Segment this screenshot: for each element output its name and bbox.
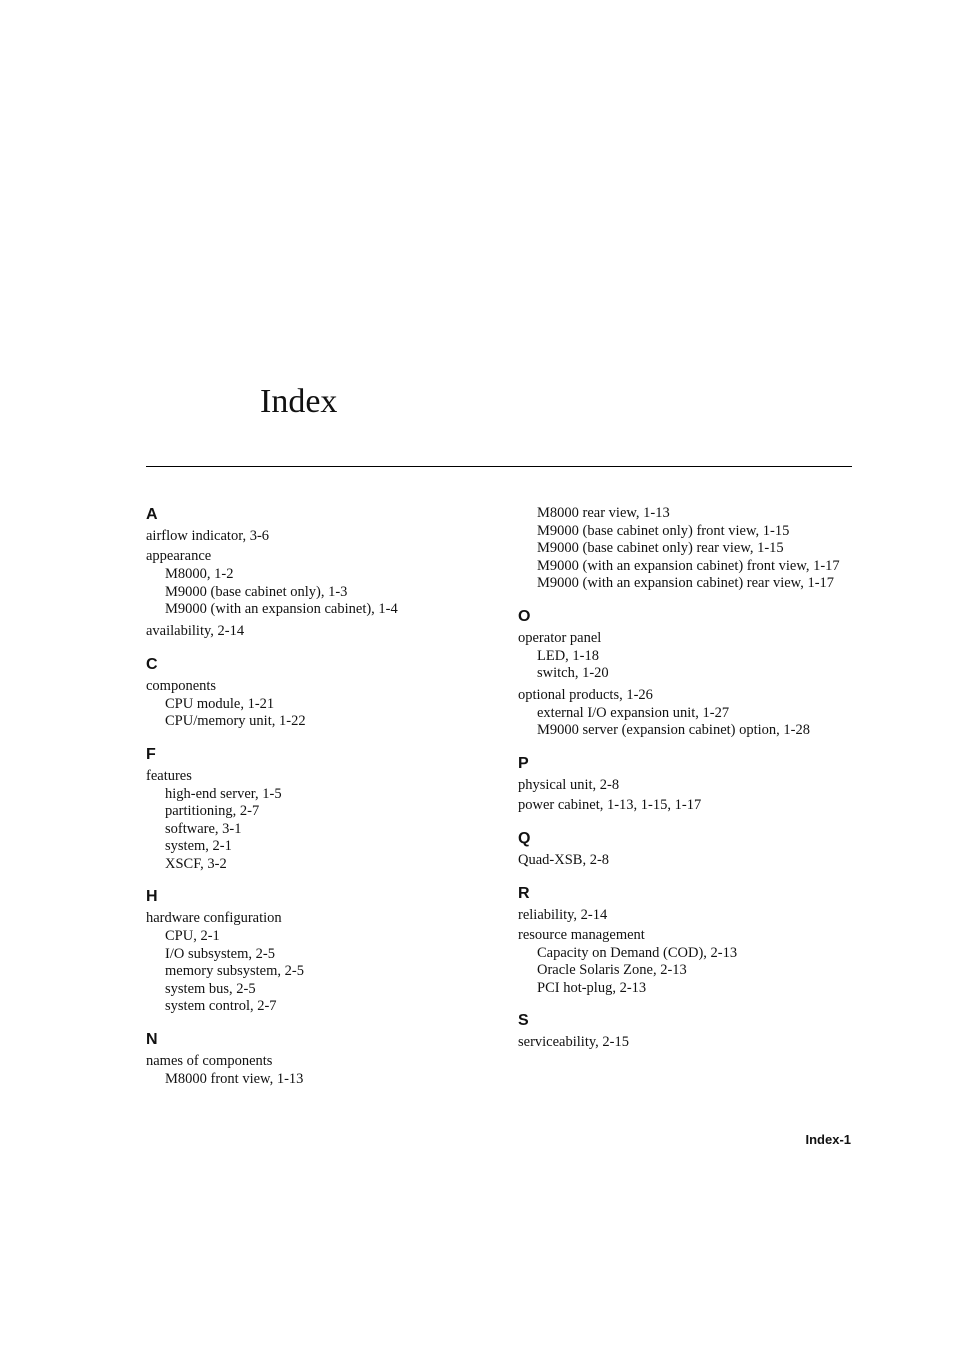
index-column-left <box>146 505 486 1102</box>
subentry-list <box>146 566 486 619</box>
entry-term: hardware configuration <box>146 910 282 926</box>
section-letter: R <box>518 884 530 902</box>
index-entry <box>518 905 858 925</box>
index-entry <box>518 795 858 815</box>
index-entry <box>146 621 486 641</box>
index-section-s <box>518 1011 858 1052</box>
entry-term: features <box>146 767 192 784</box>
index-entry <box>146 546 486 619</box>
index-entry <box>518 628 858 683</box>
index-section-a <box>146 505 486 641</box>
right-sections <box>518 607 858 1053</box>
subentry: M8000 front view, 1-13 <box>165 1070 304 1087</box>
subentry: Oracle Solaris Zone, 2-13 <box>537 962 687 978</box>
entry-term: resource management <box>518 926 645 943</box>
index-section-h <box>146 887 486 1016</box>
subentry: M9000 (with an expansion cabinet) rear view, 1-17 <box>537 575 835 591</box>
index-entry <box>146 766 486 874</box>
subentry: software, 3-1 <box>165 820 242 837</box>
subentry: M9000 server (expansion cabinet) option, 1-28 <box>537 722 811 738</box>
subentry: system bus, 2-5 <box>165 980 256 997</box>
entry-term: serviceability, 2-15 <box>518 1034 629 1050</box>
entry-term: airflow indicator, 3-6 <box>146 528 270 544</box>
entry-term: appearance <box>146 548 212 564</box>
section-letter: H <box>146 888 158 905</box>
index-section-p <box>518 754 858 815</box>
subentry-list <box>146 696 486 731</box>
subentry: M9000 (base cabinet only), 1-3 <box>165 583 348 600</box>
subentry: high-end server, 1-5 <box>165 785 282 802</box>
entry-term: reliability, 2-14 <box>518 906 608 923</box>
subentry: M9000 (with an expansion cabinet) front view, 1-17 <box>537 557 840 574</box>
index-entry <box>518 685 858 740</box>
section-letter: N <box>146 1030 158 1048</box>
index-entry <box>146 1051 486 1089</box>
index-section-c <box>146 655 486 731</box>
page-number: Index-1 <box>805 1132 851 1147</box>
section-letter: S <box>518 1012 529 1029</box>
subentry: switch, 1-20 <box>537 665 609 681</box>
subentry-list <box>146 786 486 874</box>
index-entry <box>146 908 486 1016</box>
index-section-o <box>518 607 858 740</box>
subentry: M9000 (base cabinet only) front view, 1-15 <box>537 522 790 539</box>
subentry: CPU, 2-1 <box>165 928 220 944</box>
subentry-list <box>518 648 858 683</box>
entry-term: optional products, 1-26 <box>518 686 653 703</box>
index-column-right <box>518 505 858 1066</box>
continued-subentries <box>518 505 858 593</box>
subentry: CPU/memory unit, 1-22 <box>165 713 306 729</box>
subentry: partitioning, 2-7 <box>165 803 260 819</box>
entry-term: Quad-XSB, 2-8 <box>518 851 610 868</box>
subentry: M9000 (base cabinet only) rear view, 1-15 <box>537 540 784 556</box>
subentry: system control, 2-7 <box>165 998 277 1014</box>
entry-term: components <box>146 677 217 694</box>
index-entry <box>518 925 858 998</box>
subentry: I/O subsystem, 2-5 <box>165 945 275 962</box>
index-entry <box>146 676 486 731</box>
subentry-list <box>146 928 486 1016</box>
section-letter: A <box>146 506 158 523</box>
section-letter: O <box>518 607 531 625</box>
title-divider <box>146 466 852 467</box>
entry-term: names of components <box>146 1052 273 1069</box>
subentry: M8000, 1-2 <box>165 566 234 582</box>
index-entry <box>518 1032 858 1052</box>
section-letter: C <box>146 655 158 673</box>
index-section-q <box>518 829 858 870</box>
entry-term: availability, 2-14 <box>146 622 245 639</box>
subentry: LED, 1-18 <box>537 647 600 664</box>
entry-term: operator panel <box>518 629 602 646</box>
subentry: external I/O expansion unit, 1-27 <box>537 704 730 721</box>
index-section-r <box>518 884 858 998</box>
index-section-n <box>146 1030 486 1089</box>
subentry: M8000 rear view, 1-13 <box>537 505 670 521</box>
index-entry <box>518 850 858 870</box>
subentry: XSCF, 3-2 <box>165 855 227 872</box>
section-letter: P <box>518 754 529 772</box>
subentry: CPU module, 1-21 <box>165 695 275 712</box>
subentry: Capacity on Demand (COD), 2-13 <box>537 944 738 961</box>
entry-term: power cabinet, 1-13, 1-15, 1-17 <box>518 796 702 813</box>
subentry-list <box>518 705 858 740</box>
subentry: system, 2-1 <box>165 838 232 854</box>
index-entry <box>518 775 858 795</box>
section-letter: Q <box>518 829 531 847</box>
section-letter: F <box>146 745 156 763</box>
subentry: memory subsystem, 2-5 <box>165 963 304 979</box>
subentry-list <box>146 1071 486 1089</box>
entry-term: physical unit, 2-8 <box>518 776 620 793</box>
subentry: PCI hot-plug, 2-13 <box>537 979 647 996</box>
subentry-list <box>518 945 858 998</box>
index-entry <box>146 526 486 546</box>
subentry: M9000 (with an expansion cabinet), 1-4 <box>165 601 398 617</box>
page-title: Index <box>260 383 338 420</box>
index-section-f <box>146 745 486 874</box>
